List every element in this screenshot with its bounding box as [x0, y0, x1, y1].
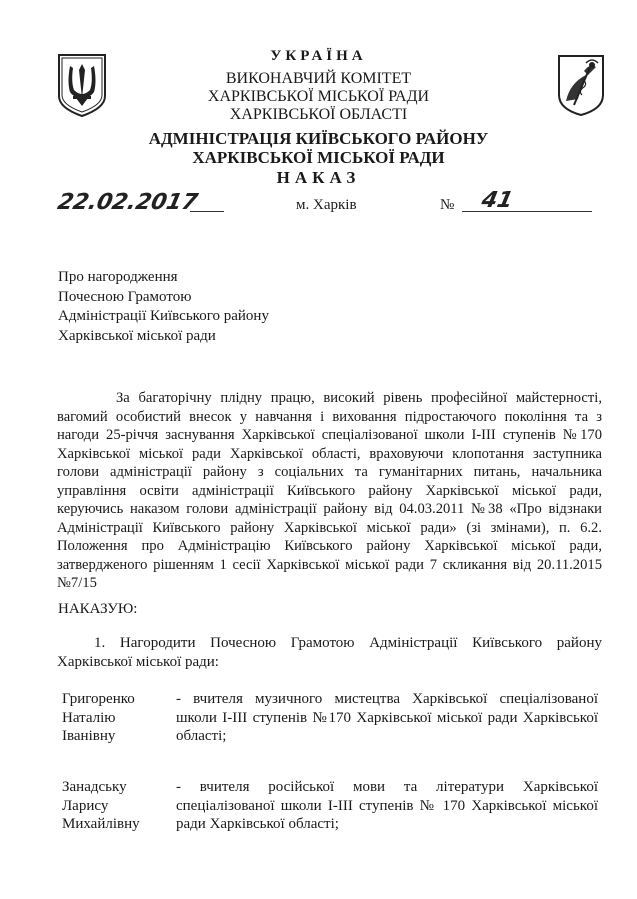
awardee-1-patronymic: Іванівну — [62, 728, 116, 744]
order-subject — [58, 268, 318, 346]
subject-line-4: Харківської міської ради — [58, 327, 216, 344]
order-date: 22.02.2017 — [55, 190, 200, 215]
order-number: 41 — [479, 188, 516, 213]
administration-line-1: АДМІНІСТРАЦІЯ КИЇВСЬКОГО РАЙОНУ — [148, 129, 489, 148]
awardee-2-first-name: Ларису — [62, 797, 109, 814]
awardee-2-patronymic: Михайлівну — [62, 816, 140, 832]
subject-line-2: Почесною Грамотою — [58, 288, 192, 305]
awardee-1-first-name: Наталію — [62, 709, 116, 726]
awardee-1-name — [62, 690, 172, 746]
subject-line-3: Адміністрації Київського району — [58, 308, 269, 324]
preamble-paragraph: За багаторічну плідну працю, високий рівень професійної майстерності, вагомий особистий внесок у навчання і виховання підростаючого покоління та з нагоди 25-річчя заснування Харківської спеціалізованої школи І-ІІІ ступенів №170 Харківської міської ради Харківської області, враховуючи клопотання заступника голови адміністрації району з соціальних та гуманітарних питань, начальника управління освіти адміністрації Київського району Харківської міської ради, керуючись наказом голови адміністрації району від 04.03.2011 №38 «Про відзнаки Адміністрації Київського району Харківської міської ради» (зі змінами), п. 6.2. Положення про Адміністрацію Київського району Харківської міської ради, затвердженого рішенням 1 сесії Харківської міської ради 7 скликання від 20.11.2015 №7/15 — [57, 390, 602, 591]
order-number-label: № — [440, 197, 455, 213]
awardee-2-name — [62, 778, 172, 834]
committee-line-1: ВИКОНАВЧИЙ КОМІТЕТ — [225, 70, 412, 87]
order-city: м. Харків — [296, 197, 357, 213]
document-type-title: НАКАЗ — [276, 168, 361, 187]
awardee-2-description: - вчителя російської мови та літератури Харківської спеціалізованої школи І-ІІІ ступенів № 170 Харківської міської ради Харківської області; — [176, 779, 598, 832]
administration-line-2: ХАРКІВСЬКОЇ МІСЬКОЇ РАДИ — [192, 148, 445, 167]
committee-line-3: ХАРКІВСЬКОЇ ОБЛАСТІ — [229, 106, 408, 123]
country-heading: УКРАЇНА — [270, 48, 367, 64]
order-item-1: 1. Нагородити Почесною Грамотою Адміністрації Київського району Харківської міської ради: — [57, 635, 602, 670]
awardee-2-surname: Занадську — [62, 779, 127, 795]
order-directive: НАКАЗУЮ: — [58, 601, 138, 617]
date-underline — [190, 211, 224, 212]
awardee-1-surname: Григоренко — [62, 691, 135, 707]
subject-line-1: Про нагородження — [58, 269, 178, 285]
committee-line-2: ХАРКІВСЬКОЇ МІСЬКОЇ РАДИ — [207, 88, 430, 105]
awardee-1-description: - вчителя музичного мистецтва Харківської спеціалізованої школи І-ІІІ ступенів №170 Харківської міської ради Харківської області; — [176, 691, 598, 744]
